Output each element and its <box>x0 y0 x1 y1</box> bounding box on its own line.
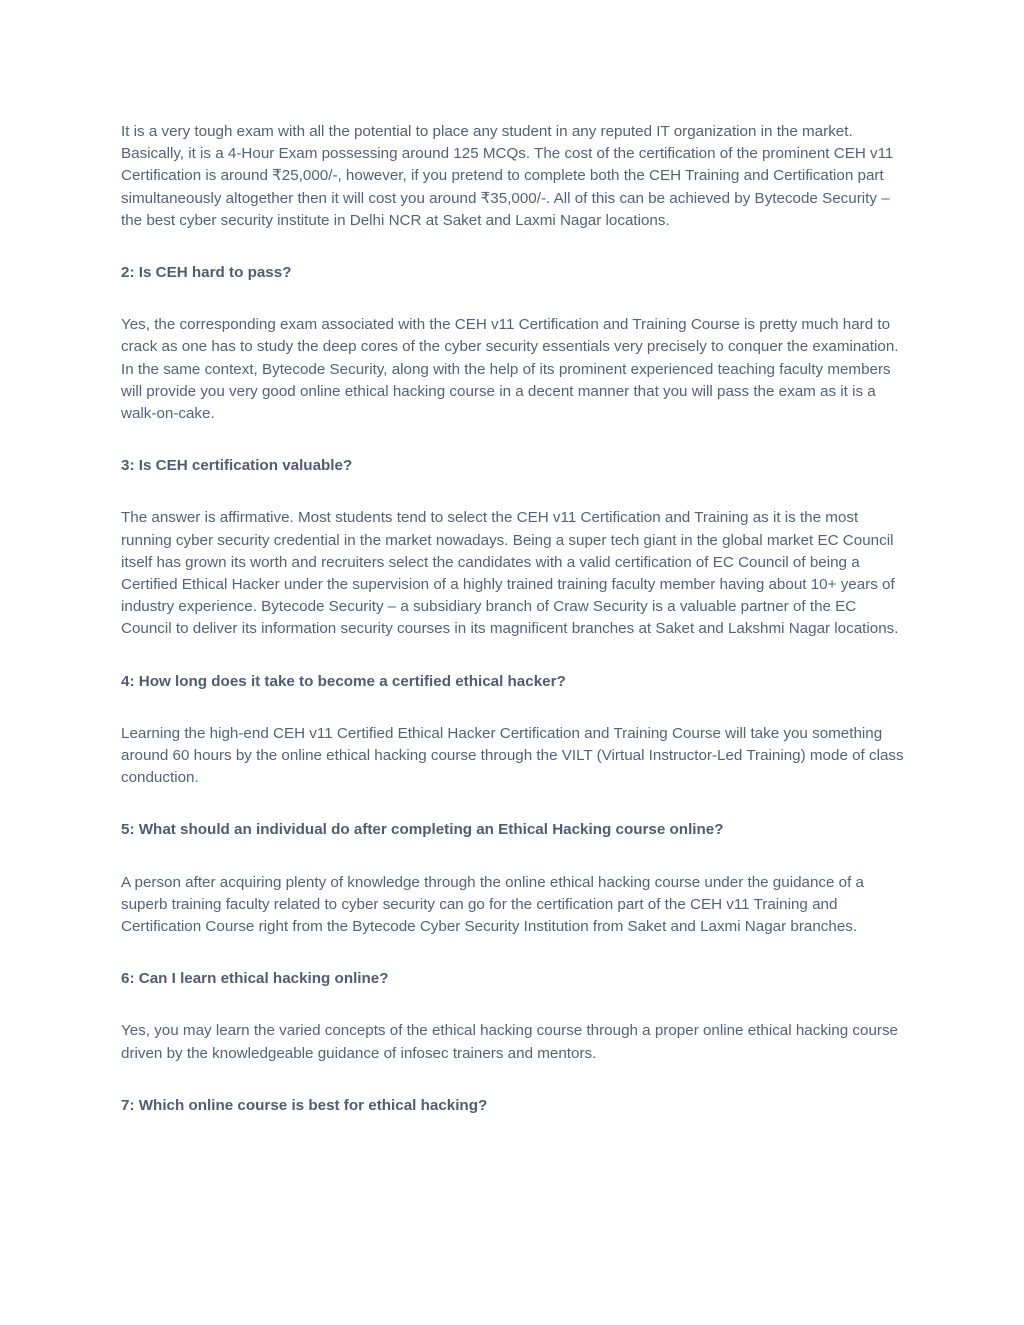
spacer <box>121 284 906 314</box>
spacer <box>121 425 906 455</box>
spacer <box>121 789 906 819</box>
spacer <box>121 693 906 723</box>
heading-ceh-hard-to-pass: 2: Is CEH hard to pass? <box>121 264 292 282</box>
spacer <box>121 990 906 1020</box>
spacer <box>121 1065 906 1095</box>
paragraph-exam-cost: It is a very tough exam with all the potential to place any student in any reputed IT organization in the market. Basically, it is a 4-Hour Exam possessing around 125 MCQs. The cost of the certification of the prominent CEH v11 Certification is around ₹25,000/-, however, if you pretend to complete both the CEH Training and Certification part simultaneously altogether then it will cost you around ₹35,000/-. All of this can be achieved by Bytecode Security – the best cyber security institute in Delhi NCR at Saket and Laxmi Nagar locations. <box>121 123 894 229</box>
document-page <box>121 121 906 1117</box>
heading-best-course: 7: Which online course is best for ethical hacking? <box>121 1096 488 1114</box>
paragraph-how-long: Learning the high-end CEH v11 Certified Ethical Hacker Certification and Training Course will take you something around 60 hours by the online ethical hacking course through the VILT (Virtual Instructor-Led Training) mode of class conduction. <box>121 724 904 787</box>
spacer <box>121 477 906 507</box>
heading-after-completing: 5: What should an individual do after completing an Ethical Hacking course online? <box>121 821 724 839</box>
paragraph-ceh-hard-to-pass: Yes, the corresponding exam associated with the CEH v11 Certification and Training Course is pretty much hard to crack as one has to study the deep cores of the cyber security essentials very precisely to conquer the examination. In the same context, Bytecode Security, along with the help of its prominent experienced teaching faculty members will provide you very good online ethical hacking course in a decent manner that you will pass the exam as it is a walk-on-cake. <box>121 316 899 423</box>
heading-how-long: 4: How long does it take to become a certified ethical hacker? <box>121 672 566 690</box>
spacer <box>121 938 906 968</box>
heading-learn-online: 6: Can I learn ethical hacking online? <box>121 970 389 988</box>
paragraph-learn-online: Yes, you may learn the varied concepts of the ethical hacking course through a proper online ethical hacking course driven by the knowledgeable guidance of infosec trainers and mentors. <box>121 1022 899 1062</box>
paragraph-ceh-valuable: The answer is affirmative. Most students tend to select the CEH v11 Certification and Training as it is the most running cyber security credential in the market nowadays. Being a super tech giant in the global market EC Council itself has grown its worth and recruiters select the candidates with a valid certification of EC Council of being a Certified Ethical Hacker under the supervision of a highly trained training faculty member having about 10+ years of industry experience. Bytecode Security – a subsidiary branch of Craw Security is a valuable partner of the EC Council to deliver its information security courses in its magnificent branches at Saket and Lakshmi Nagar locations. <box>121 509 899 638</box>
spacer <box>121 232 906 262</box>
paragraph-after-completing: A person after acquiring plenty of knowledge through the online ethical hacking course under the guidance of a superb training faculty related to cyber security can go for the certification part of the CEH v11 Training and Certification Course right from the Bytecode Cyber Security Institution from Saket and Laxmi Nagar branches. <box>121 873 865 936</box>
spacer <box>121 842 906 872</box>
heading-ceh-valuable: 3: Is CEH certification valuable? <box>121 457 353 475</box>
spacer <box>121 641 906 671</box>
